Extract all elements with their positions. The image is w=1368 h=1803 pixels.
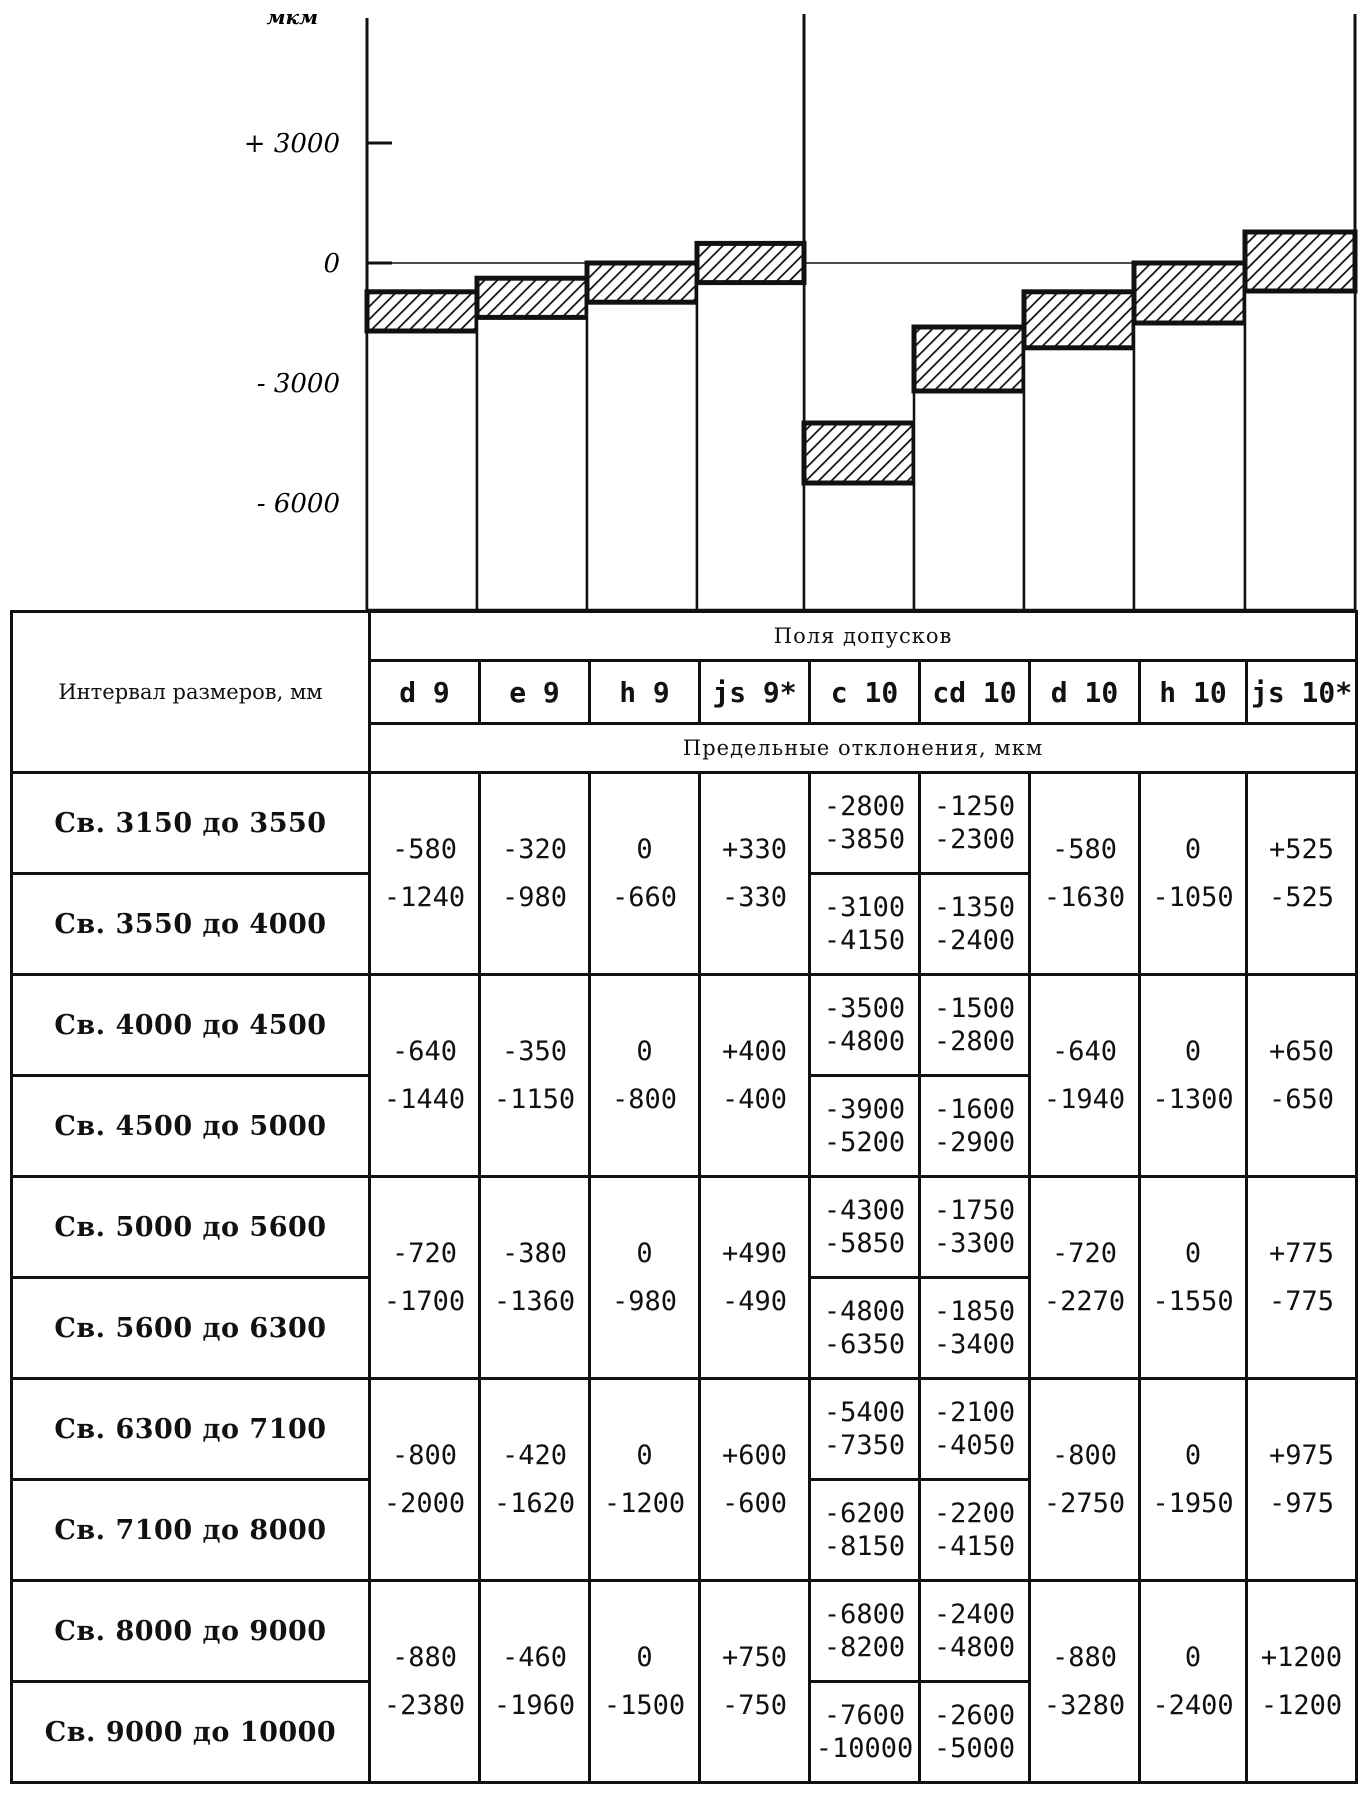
deviation-cell <box>920 773 1030 874</box>
upper-deviation: -800 <box>391 1439 458 1471</box>
grade-header: js 9* <box>700 661 810 724</box>
lower-deviation: -2400 <box>933 925 1016 956</box>
lower-deviation: -8150 <box>823 1531 906 1562</box>
upper-deviation: -3100 <box>823 892 906 923</box>
lower-deviation: -490 <box>721 1285 788 1317</box>
upper-deviation: +400 <box>721 1035 788 1067</box>
deviation-cell <box>700 975 810 1177</box>
grade-header: h 9 <box>590 661 700 724</box>
lower-deviation: -5850 <box>823 1228 906 1259</box>
upper-deviation: -2400 <box>933 1599 1016 1630</box>
upper-deviation: +525 <box>1269 833 1335 865</box>
deviation-cell <box>1247 975 1357 1177</box>
lower-deviation: -1240 <box>383 881 466 913</box>
deviation-cell <box>810 1076 920 1177</box>
upper-deviation: -640 <box>1051 1035 1118 1067</box>
deviation-cell <box>920 1076 1030 1177</box>
tolerance-band <box>1024 292 1134 348</box>
lower-deviation: -1700 <box>383 1285 466 1317</box>
size-interval: Св. 7100 до 8000 <box>12 1480 370 1581</box>
table-row <box>12 1379 1357 1480</box>
lower-deviation: -1940 <box>1043 1083 1126 1115</box>
lower-deviation: -7350 <box>823 1430 906 1461</box>
deviation-cell <box>1140 1379 1247 1581</box>
lower-deviation: -8200 <box>823 1632 906 1663</box>
tolerance-band <box>697 243 804 282</box>
upper-deviation: 0 <box>1184 1237 1202 1269</box>
upper-deviation: -7600 <box>823 1700 906 1731</box>
lower-deviation: -4150 <box>933 1531 1016 1562</box>
bar-column <box>367 331 477 610</box>
deviation-cell <box>810 1379 920 1480</box>
deviation-cell <box>810 975 920 1076</box>
deviation-cell <box>920 1278 1030 1379</box>
grade-header: c 10 <box>810 661 920 724</box>
grade-header: e 9 <box>480 661 590 724</box>
upper-deviation: -350 <box>501 1035 568 1067</box>
y-tick-label: - 3000 <box>256 369 340 399</box>
size-interval: Св. 3150 до 3550 <box>12 773 370 874</box>
lower-deviation: -4150 <box>823 925 906 956</box>
upper-deviation: +775 <box>1269 1237 1335 1269</box>
deviation-cell <box>590 1177 700 1379</box>
deviation-cell <box>920 1682 1030 1783</box>
upper-deviation: -1500 <box>933 993 1016 1024</box>
deviation-cell <box>1247 1177 1357 1379</box>
size-interval: Св. 8000 до 9000 <box>12 1581 370 1682</box>
deviation-cell <box>1030 1581 1140 1783</box>
upper-deviation: -3500 <box>823 993 906 1024</box>
lower-deviation: -3850 <box>823 824 906 855</box>
bar-column <box>914 391 1024 610</box>
deviation-cell <box>920 1581 1030 1682</box>
lower-deviation: -4050 <box>933 1430 1016 1461</box>
deviation-cell <box>480 1177 590 1379</box>
lower-deviation: -5000 <box>933 1733 1016 1764</box>
lower-deviation: -1050 <box>1152 881 1234 913</box>
tolerance-band <box>804 423 914 483</box>
deviation-cell <box>920 1480 1030 1581</box>
upper-deviation: -380 <box>501 1237 568 1269</box>
deviation-cell <box>1030 773 1140 975</box>
upper-deviation: 0 <box>636 1237 653 1269</box>
lower-deviation: -1360 <box>493 1285 576 1317</box>
deviation-cell <box>1247 773 1357 975</box>
upper-deviation: +650 <box>1269 1035 1335 1067</box>
upper-deviation: -580 <box>391 833 458 865</box>
deviation-cell <box>590 1581 700 1783</box>
deviation-cell <box>370 773 480 975</box>
upper-deviation: +600 <box>721 1439 788 1471</box>
upper-deviation: 0 <box>636 833 653 865</box>
deviation-cell <box>1140 1177 1247 1379</box>
size-interval: Св. 9000 до 10000 <box>12 1682 370 1783</box>
table-row <box>12 773 1357 874</box>
deviation-cell <box>920 1379 1030 1480</box>
upper-deviation: -2200 <box>933 1498 1016 1529</box>
upper-deviation: -5400 <box>823 1397 906 1428</box>
size-interval: Св. 3550 до 4000 <box>12 874 370 975</box>
upper-deviation: -4300 <box>823 1195 906 1226</box>
lower-deviation: -2800 <box>933 1026 1016 1057</box>
lower-deviation: -3400 <box>933 1329 1016 1360</box>
lower-deviation: -775 <box>1269 1285 1335 1317</box>
lower-deviation: -2750 <box>1043 1487 1126 1519</box>
deviation-cell <box>370 1379 480 1581</box>
deviation-cell <box>700 1379 810 1581</box>
deviation-cell <box>1247 1379 1357 1581</box>
lower-deviation: -1200 <box>1260 1689 1343 1721</box>
upper-deviation: -580 <box>1051 833 1118 865</box>
deviation-cell <box>810 1278 920 1379</box>
upper-deviation: +490 <box>721 1237 788 1269</box>
deviation-cell <box>1140 773 1247 975</box>
deviation-cell <box>1140 1581 1247 1783</box>
table-row <box>12 1177 1357 1278</box>
lower-deviation: -980 <box>501 881 568 913</box>
deviation-cell <box>810 1177 920 1278</box>
deviations-header: Предельные отклонения, мкм <box>370 724 1357 773</box>
deviation-cell <box>920 1177 1030 1278</box>
bar-column <box>1134 323 1245 610</box>
upper-deviation: 0 <box>1184 1641 1202 1673</box>
deviation-cell <box>920 874 1030 975</box>
lower-deviation: -6350 <box>823 1329 906 1360</box>
grade-header: js 10* <box>1247 661 1357 724</box>
upper-deviation: +1200 <box>1260 1641 1343 1673</box>
deviation-cell <box>590 773 700 975</box>
lower-deviation: -4800 <box>933 1632 1016 1663</box>
lower-deviation: -1620 <box>493 1487 576 1519</box>
size-interval: Св. 5000 до 5600 <box>12 1177 370 1278</box>
upper-deviation: -880 <box>1051 1641 1118 1673</box>
bar-column <box>804 483 914 610</box>
interval-header: Интервал размеров, мм <box>12 612 370 773</box>
lower-deviation: -4800 <box>823 1026 906 1057</box>
deviation-cell <box>370 1581 480 1783</box>
tolerance-band <box>477 278 587 317</box>
lower-deviation: -5200 <box>823 1127 906 1158</box>
lower-deviation: -400 <box>721 1083 788 1115</box>
deviation-cell <box>1140 975 1247 1177</box>
upper-deviation: -6800 <box>823 1599 906 1630</box>
deviation-cell <box>480 1581 590 1783</box>
tolerance-band <box>587 263 697 302</box>
deviation-cell <box>810 1480 920 1581</box>
upper-deviation: -4800 <box>823 1296 906 1327</box>
lower-deviation: -660 <box>611 881 678 913</box>
deviation-cell <box>1030 975 1140 1177</box>
bar-column <box>1024 348 1134 610</box>
upper-deviation: -320 <box>501 833 568 865</box>
upper-deviation: -2800 <box>823 791 906 822</box>
deviation-cell <box>590 1379 700 1581</box>
deviation-cell <box>1030 1177 1140 1379</box>
upper-deviation: 0 <box>1184 833 1202 865</box>
fields-header: Поля допусков <box>370 612 1357 661</box>
lower-deviation: -1960 <box>493 1689 576 1721</box>
bar-column <box>697 283 804 610</box>
grade-header: h 10 <box>1140 661 1247 724</box>
unit-label: мкм <box>266 5 318 29</box>
upper-deviation: -640 <box>391 1035 458 1067</box>
upper-deviation: +750 <box>721 1641 788 1673</box>
upper-deviation: -1750 <box>933 1195 1016 1226</box>
lower-deviation: -2270 <box>1043 1285 1126 1317</box>
size-interval: Св. 4000 до 4500 <box>12 975 370 1076</box>
lower-deviation: -3300 <box>933 1228 1016 1259</box>
deviation-cell <box>480 975 590 1177</box>
tolerance-band <box>1134 263 1245 323</box>
lower-deviation: -1150 <box>493 1083 576 1115</box>
size-interval: Св. 4500 до 5000 <box>12 1076 370 1177</box>
lower-deviation: -975 <box>1269 1487 1335 1519</box>
deviation-cell <box>590 975 700 1177</box>
lower-deviation: -330 <box>721 881 788 913</box>
table-row <box>12 1581 1357 1682</box>
deviation-cell <box>700 1581 810 1783</box>
upper-deviation: -1350 <box>933 892 1016 923</box>
upper-deviation: 0 <box>636 1035 653 1067</box>
y-tick-label: 0 <box>323 249 340 279</box>
upper-deviation: -420 <box>501 1439 568 1471</box>
upper-deviation: -2100 <box>933 1397 1016 1428</box>
deviation-cell <box>1247 1581 1357 1783</box>
lower-deviation: -750 <box>721 1689 788 1721</box>
upper-deviation: -2600 <box>933 1700 1016 1731</box>
upper-deviation: -1250 <box>933 791 1016 822</box>
deviation-cell <box>920 975 1030 1076</box>
lower-deviation: -525 <box>1269 881 1335 913</box>
upper-deviation: -800 <box>1051 1439 1118 1471</box>
upper-deviation: +330 <box>721 833 788 865</box>
grade-header: cd 10 <box>920 661 1030 724</box>
lower-deviation: -1550 <box>1152 1285 1234 1317</box>
tolerance-band <box>367 292 477 331</box>
grade-header: d 9 <box>370 661 480 724</box>
deviation-cell <box>810 874 920 975</box>
lower-deviation: -600 <box>721 1487 788 1519</box>
deviation-cell <box>370 1177 480 1379</box>
bar-column <box>477 317 587 610</box>
deviation-cell <box>1030 1379 1140 1581</box>
deviation-cell <box>700 1177 810 1379</box>
lower-deviation: -1440 <box>383 1083 466 1115</box>
upper-deviation: 0 <box>1184 1035 1202 1067</box>
size-interval: Св. 6300 до 7100 <box>12 1379 370 1480</box>
table-row <box>12 975 1357 1076</box>
upper-deviation: -880 <box>391 1641 458 1673</box>
lower-deviation: -2380 <box>383 1689 466 1721</box>
deviation-cell <box>700 773 810 975</box>
y-tick-label: + 3000 <box>243 129 340 159</box>
deviation-cell <box>810 773 920 874</box>
upper-deviation: -6200 <box>823 1498 906 1529</box>
lower-deviation: -1200 <box>603 1487 686 1519</box>
lower-deviation: -650 <box>1269 1083 1335 1115</box>
deviation-cell <box>480 773 590 975</box>
upper-deviation: 0 <box>1184 1439 1202 1471</box>
lower-deviation: -2000 <box>383 1487 466 1519</box>
tolerance-band <box>914 327 1024 391</box>
size-interval: Св. 5600 до 6300 <box>12 1278 370 1379</box>
upper-deviation: 0 <box>636 1439 653 1471</box>
lower-deviation: -2300 <box>933 824 1016 855</box>
upper-deviation: -720 <box>1051 1237 1118 1269</box>
deviation-cell <box>810 1581 920 1682</box>
y-tick-label: - 6000 <box>256 489 340 519</box>
lower-deviation: -1950 <box>1152 1487 1234 1519</box>
lower-deviation: -980 <box>611 1285 678 1317</box>
upper-deviation: +975 <box>1269 1439 1335 1471</box>
upper-deviation: -460 <box>501 1641 568 1673</box>
upper-deviation: 0 <box>636 1641 653 1673</box>
tolerance-band <box>1245 232 1355 291</box>
lower-deviation: -2400 <box>1152 1689 1234 1721</box>
upper-deviation: -1600 <box>933 1094 1016 1125</box>
grade-header: d 10 <box>1030 661 1140 724</box>
lower-deviation: -10000 <box>815 1733 914 1764</box>
deviation-cell <box>370 975 480 1177</box>
lower-deviation: -800 <box>611 1083 678 1115</box>
bar-column <box>587 302 697 610</box>
deviation-cell <box>480 1379 590 1581</box>
upper-deviation: -3900 <box>823 1094 906 1125</box>
tolerance-table <box>10 610 1358 1784</box>
lower-deviation: -1630 <box>1043 881 1126 913</box>
lower-deviation: -1300 <box>1152 1083 1234 1115</box>
lower-deviation: -3280 <box>1043 1689 1126 1721</box>
deviation-cell <box>810 1682 920 1783</box>
upper-deviation: -720 <box>391 1237 458 1269</box>
tolerance-chart <box>0 0 1368 620</box>
bar-column <box>1245 291 1355 610</box>
lower-deviation: -2900 <box>933 1127 1016 1158</box>
lower-deviation: -1500 <box>603 1689 686 1721</box>
upper-deviation: -1850 <box>933 1296 1016 1327</box>
